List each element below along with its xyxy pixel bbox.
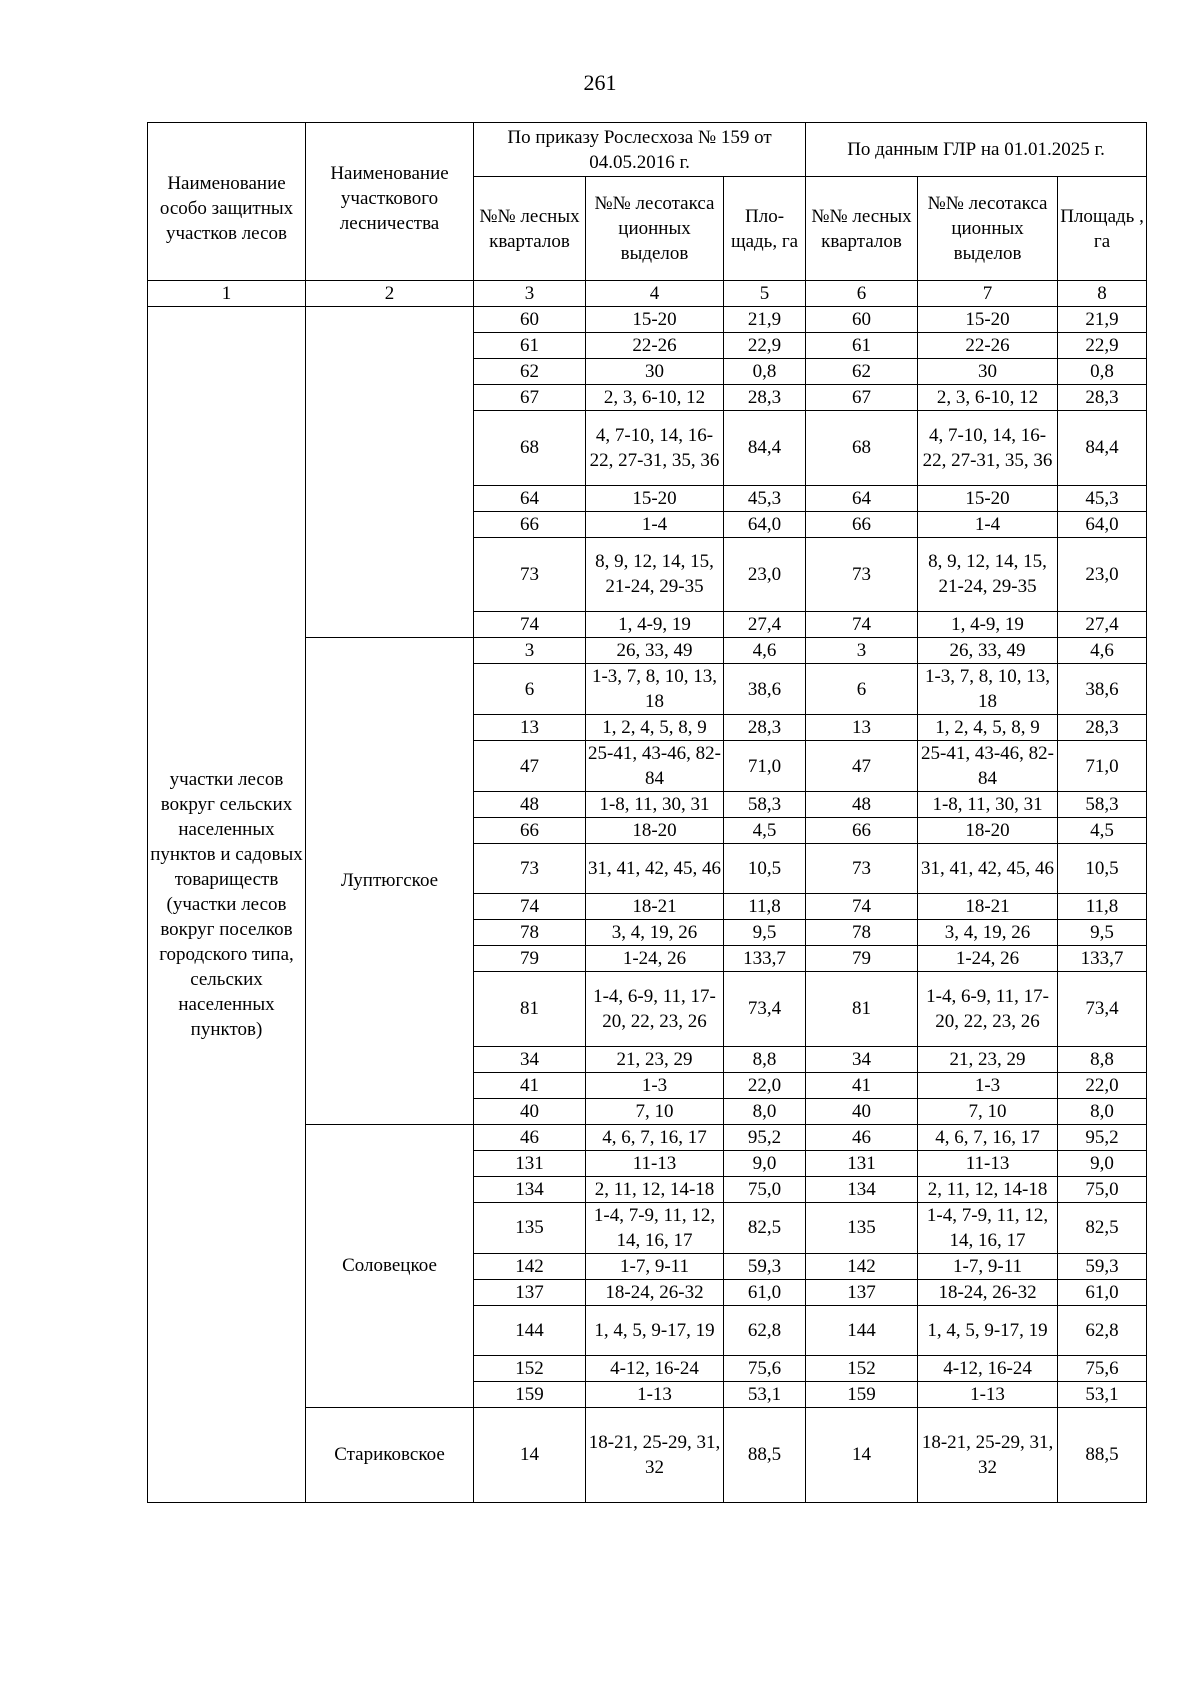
quarter-cell: 40: [474, 1098, 586, 1124]
plots-glr-cell: 2, 11, 12, 14-18: [918, 1176, 1058, 1202]
quarter-glr-cell: 131: [806, 1150, 918, 1176]
area-cell: 10,5: [724, 844, 806, 894]
quarter-glr-cell: 73: [806, 844, 918, 894]
plots-cell: 26, 33, 49: [586, 638, 724, 664]
plots-cell: 3, 4, 19, 26: [586, 920, 724, 946]
quarter-cell: 66: [474, 818, 586, 844]
plots-cell: 22-26: [586, 333, 724, 359]
plots-glr-cell: 1-8, 11, 30, 31: [918, 792, 1058, 818]
plots-glr-cell: 22-26: [918, 333, 1058, 359]
area-cell: 95,2: [724, 1124, 806, 1150]
quarter-cell: 62: [474, 359, 586, 385]
quarter-glr-cell: 144: [806, 1305, 918, 1355]
quarter-glr-cell: 41: [806, 1072, 918, 1098]
quarter-cell: 41: [474, 1072, 586, 1098]
area-glr-cell: 27,4: [1058, 612, 1147, 638]
area-glr-cell: 62,8: [1058, 1305, 1147, 1355]
area-cell: 75,0: [724, 1176, 806, 1202]
area-cell: 4,6: [724, 638, 806, 664]
column-number: 1: [148, 281, 306, 307]
plots-cell: 11-13: [586, 1150, 724, 1176]
quarter-glr-cell: 67: [806, 385, 918, 411]
quarter-glr-cell: 6: [806, 664, 918, 715]
quarter-glr-cell: 81: [806, 972, 918, 1047]
plots-glr-cell: 26, 33, 49: [918, 638, 1058, 664]
plots-cell: 25-41, 43-46, 82-84: [586, 741, 724, 792]
quarter-glr-cell: 134: [806, 1176, 918, 1202]
area-cell: 62,8: [724, 1305, 806, 1355]
area-cell: 75,6: [724, 1355, 806, 1381]
plots-cell: 18-21: [586, 894, 724, 920]
area-cell: 64,0: [724, 511, 806, 537]
column-number: 8: [1058, 281, 1147, 307]
plots-cell: 1-8, 11, 30, 31: [586, 792, 724, 818]
quarter-cell: 13: [474, 715, 586, 741]
column-number: 4: [586, 281, 724, 307]
area-glr-cell: 10,5: [1058, 844, 1147, 894]
plots-cell: 1-13: [586, 1381, 724, 1407]
plots-glr-cell: 8, 9, 12, 14, 15, 21-24, 29-35: [918, 537, 1058, 612]
plots-glr-cell: 30: [918, 359, 1058, 385]
plots-glr-cell: 25-41, 43-46, 82-84: [918, 741, 1058, 792]
quarter-glr-cell: 48: [806, 792, 918, 818]
plots-glr-cell: 15-20: [918, 485, 1058, 511]
plots-cell: 4, 7-10, 14, 16-22, 27-31, 35, 36: [586, 411, 724, 486]
area-cell: 27,4: [724, 612, 806, 638]
plots-glr-cell: 18-24, 26-32: [918, 1279, 1058, 1305]
quarter-cell: 46: [474, 1124, 586, 1150]
header-area-glr: Площадь , га: [1058, 177, 1147, 281]
quarter-glr-cell: 74: [806, 612, 918, 638]
plots-cell: 4, 6, 7, 16, 17: [586, 1124, 724, 1150]
area-glr-cell: 88,5: [1058, 1407, 1147, 1502]
plots-glr-cell: 1-4: [918, 511, 1058, 537]
plots-glr-cell: 1, 2, 4, 5, 8, 9: [918, 715, 1058, 741]
quarter-glr-cell: 79: [806, 946, 918, 972]
plots-cell: 21, 23, 29: [586, 1046, 724, 1072]
forestry-name-cell: Луптюгское: [306, 638, 474, 1125]
plots-cell: 2, 3, 6-10, 12: [586, 385, 724, 411]
area-cell: 8,0: [724, 1098, 806, 1124]
plots-cell: 18-21, 25-29, 31, 32: [586, 1407, 724, 1502]
area-cell: 82,5: [724, 1202, 806, 1253]
area-cell: 28,3: [724, 715, 806, 741]
quarter-glr-cell: 66: [806, 818, 918, 844]
plots-glr-cell: 4, 6, 7, 16, 17: [918, 1124, 1058, 1150]
area-glr-cell: 53,1: [1058, 1381, 1147, 1407]
area-glr-cell: 11,8: [1058, 894, 1147, 920]
quarter-cell: 3: [474, 638, 586, 664]
quarter-cell: 79: [474, 946, 586, 972]
quarter-cell: 74: [474, 894, 586, 920]
quarter-glr-cell: 137: [806, 1279, 918, 1305]
plots-cell: 18-24, 26-32: [586, 1279, 724, 1305]
plots-cell: 1-4, 6-9, 11, 17-20, 22, 23, 26: [586, 972, 724, 1047]
plots-cell: 30: [586, 359, 724, 385]
header-forestry-name: Наименование участкового лесничества: [306, 123, 474, 281]
area-glr-cell: 59,3: [1058, 1253, 1147, 1279]
area-cell: 0,8: [724, 359, 806, 385]
quarter-glr-cell: 66: [806, 511, 918, 537]
area-cell: 9,0: [724, 1150, 806, 1176]
area-glr-cell: 21,9: [1058, 307, 1147, 333]
quarter-cell: 14: [474, 1407, 586, 1502]
area-glr-cell: 133,7: [1058, 946, 1147, 972]
plots-cell: 1-3: [586, 1072, 724, 1098]
quarter-cell: 74: [474, 612, 586, 638]
quarter-glr-cell: 74: [806, 894, 918, 920]
quarter-glr-cell: 159: [806, 1381, 918, 1407]
plots-glr-cell: 1-7, 9-11: [918, 1253, 1058, 1279]
area-glr-cell: 58,3: [1058, 792, 1147, 818]
header-quarters-glr: №№ лесных кварталов: [806, 177, 918, 281]
plots-cell: 15-20: [586, 485, 724, 511]
plots-glr-cell: 1, 4-9, 19: [918, 612, 1058, 638]
area-cell: 23,0: [724, 537, 806, 612]
area-cell: 21,9: [724, 307, 806, 333]
plots-glr-cell: 11-13: [918, 1150, 1058, 1176]
area-cell: 11,8: [724, 894, 806, 920]
plots-cell: 1, 4, 5, 9-17, 19: [586, 1305, 724, 1355]
plots-glr-cell: 18-21, 25-29, 31, 32: [918, 1407, 1058, 1502]
forest-plots-table: [147, 122, 1147, 1503]
quarter-cell: 64: [474, 485, 586, 511]
plots-cell: 1, 4-9, 19: [586, 612, 724, 638]
area-cell: 84,4: [724, 411, 806, 486]
zone-name-cell: участки лесов вокруг сельских населенных пунктов и садовых товариществ (участки лесов вокруг поселков городского типа, сельских населенных пунктов): [148, 307, 306, 1503]
area-glr-cell: 8,0: [1058, 1098, 1147, 1124]
plots-cell: 2, 11, 12, 14-18: [586, 1176, 724, 1202]
column-number: 3: [474, 281, 586, 307]
plots-cell: 1-7, 9-11: [586, 1253, 724, 1279]
forestry-name-cell: Соловецкое: [306, 1124, 474, 1407]
quarter-glr-cell: 46: [806, 1124, 918, 1150]
area-glr-cell: 38,6: [1058, 664, 1147, 715]
plots-cell: 8, 9, 12, 14, 15, 21-24, 29-35: [586, 537, 724, 612]
quarter-cell: 60: [474, 307, 586, 333]
plots-cell: 1-3, 7, 8, 10, 13, 18: [586, 664, 724, 715]
plots-glr-cell: 3, 4, 19, 26: [918, 920, 1058, 946]
area-glr-cell: 22,0: [1058, 1072, 1147, 1098]
quarter-glr-cell: 13: [806, 715, 918, 741]
quarter-cell: 73: [474, 537, 586, 612]
forestry-name-cell: Стариковское: [306, 1407, 474, 1502]
area-glr-cell: 45,3: [1058, 485, 1147, 511]
plots-glr-cell: 2, 3, 6-10, 12: [918, 385, 1058, 411]
plots-cell: 7, 10: [586, 1098, 724, 1124]
area-cell: 4,5: [724, 818, 806, 844]
plots-glr-cell: 7, 10: [918, 1098, 1058, 1124]
header-group-order: По приказу Рослесхоза № 159 от 04.05.2016 г.: [474, 123, 806, 177]
quarter-cell: 159: [474, 1381, 586, 1407]
quarter-cell: 66: [474, 511, 586, 537]
forestry-name-cell: [306, 307, 474, 638]
area-cell: 73,4: [724, 972, 806, 1047]
column-numbers-row: [148, 281, 1147, 307]
area-glr-cell: 75,0: [1058, 1176, 1147, 1202]
plots-glr-cell: 21, 23, 29: [918, 1046, 1058, 1072]
header-plots-glr: №№ лесотакса ционных выделов: [918, 177, 1058, 281]
area-glr-cell: 4,5: [1058, 818, 1147, 844]
quarter-cell: 67: [474, 385, 586, 411]
plots-glr-cell: 1-24, 26: [918, 946, 1058, 972]
area-cell: 45,3: [724, 485, 806, 511]
plots-glr-cell: 1-3: [918, 1072, 1058, 1098]
quarter-glr-cell: 73: [806, 537, 918, 612]
quarter-glr-cell: 3: [806, 638, 918, 664]
plots-glr-cell: 15-20: [918, 307, 1058, 333]
quarter-cell: 34: [474, 1046, 586, 1072]
plots-cell: 4-12, 16-24: [586, 1355, 724, 1381]
plots-glr-cell: 4, 7-10, 14, 16-22, 27-31, 35, 36: [918, 411, 1058, 486]
area-cell: 53,1: [724, 1381, 806, 1407]
area-cell: 38,6: [724, 664, 806, 715]
plots-glr-cell: 1-3, 7, 8, 10, 13, 18: [918, 664, 1058, 715]
header-quarters: №№ лесных кварталов: [474, 177, 586, 281]
header-zone-name: Наименование особо защитных участков лесов: [148, 123, 306, 281]
table-row: [148, 307, 1147, 333]
area-cell: 8,8: [724, 1046, 806, 1072]
area-cell: 88,5: [724, 1407, 806, 1502]
quarter-glr-cell: 14: [806, 1407, 918, 1502]
quarter-cell: 48: [474, 792, 586, 818]
area-glr-cell: 75,6: [1058, 1355, 1147, 1381]
plots-cell: 31, 41, 42, 45, 46: [586, 844, 724, 894]
area-glr-cell: 0,8: [1058, 359, 1147, 385]
area-glr-cell: 8,8: [1058, 1046, 1147, 1072]
quarter-glr-cell: 64: [806, 485, 918, 511]
area-cell: 22,0: [724, 1072, 806, 1098]
header-area-order: Пло- щадь, га: [724, 177, 806, 281]
plots-cell: 18-20: [586, 818, 724, 844]
quarter-cell: 61: [474, 333, 586, 359]
column-number: 5: [724, 281, 806, 307]
quarter-glr-cell: 142: [806, 1253, 918, 1279]
quarter-glr-cell: 40: [806, 1098, 918, 1124]
plots-glr-cell: 1, 4, 5, 9-17, 19: [918, 1305, 1058, 1355]
plots-glr-cell: 31, 41, 42, 45, 46: [918, 844, 1058, 894]
quarter-cell: 73: [474, 844, 586, 894]
quarter-glr-cell: 60: [806, 307, 918, 333]
plots-cell: 1-4, 7-9, 11, 12, 14, 16, 17: [586, 1202, 724, 1253]
area-glr-cell: 28,3: [1058, 715, 1147, 741]
quarter-glr-cell: 47: [806, 741, 918, 792]
quarter-cell: 81: [474, 972, 586, 1047]
area-cell: 61,0: [724, 1279, 806, 1305]
plots-glr-cell: 18-20: [918, 818, 1058, 844]
area-glr-cell: 82,5: [1058, 1202, 1147, 1253]
quarter-glr-cell: 78: [806, 920, 918, 946]
plots-cell: 1-4: [586, 511, 724, 537]
area-glr-cell: 9,5: [1058, 920, 1147, 946]
plots-cell: 15-20: [586, 307, 724, 333]
area-glr-cell: 95,2: [1058, 1124, 1147, 1150]
quarter-glr-cell: 68: [806, 411, 918, 486]
column-number: 2: [306, 281, 474, 307]
page-number: 261: [583, 70, 617, 95]
quarter-cell: 47: [474, 741, 586, 792]
quarter-cell: 68: [474, 411, 586, 486]
area-glr-cell: 4,6: [1058, 638, 1147, 664]
quarter-glr-cell: 152: [806, 1355, 918, 1381]
area-cell: 22,9: [724, 333, 806, 359]
area-glr-cell: 28,3: [1058, 385, 1147, 411]
quarter-cell: 135: [474, 1202, 586, 1253]
plots-cell: 1-24, 26: [586, 946, 724, 972]
area-cell: 9,5: [724, 920, 806, 946]
area-glr-cell: 84,4: [1058, 411, 1147, 486]
quarter-cell: 6: [474, 664, 586, 715]
area-glr-cell: 9,0: [1058, 1150, 1147, 1176]
plots-glr-cell: 1-4, 7-9, 11, 12, 14, 16, 17: [918, 1202, 1058, 1253]
quarter-glr-cell: 62: [806, 359, 918, 385]
quarter-glr-cell: 61: [806, 333, 918, 359]
plots-cell: 1, 2, 4, 5, 8, 9: [586, 715, 724, 741]
area-glr-cell: 22,9: [1058, 333, 1147, 359]
plots-glr-cell: 1-13: [918, 1381, 1058, 1407]
area-cell: 28,3: [724, 385, 806, 411]
area-glr-cell: 23,0: [1058, 537, 1147, 612]
quarter-cell: 134: [474, 1176, 586, 1202]
plots-glr-cell: 1-4, 6-9, 11, 17-20, 22, 23, 26: [918, 972, 1058, 1047]
quarter-glr-cell: 34: [806, 1046, 918, 1072]
quarter-cell: 78: [474, 920, 586, 946]
quarter-cell: 152: [474, 1355, 586, 1381]
quarter-glr-cell: 135: [806, 1202, 918, 1253]
plots-glr-cell: 18-21: [918, 894, 1058, 920]
quarter-cell: 131: [474, 1150, 586, 1176]
area-glr-cell: 73,4: [1058, 972, 1147, 1047]
column-number: 7: [918, 281, 1058, 307]
plots-glr-cell: 4-12, 16-24: [918, 1355, 1058, 1381]
header-plots: №№ лесотакса ционных выделов: [586, 177, 724, 281]
area-cell: 71,0: [724, 741, 806, 792]
area-cell: 59,3: [724, 1253, 806, 1279]
area-cell: 58,3: [724, 792, 806, 818]
header-group-glr: По данным ГЛР на 01.01.2025 г.: [806, 123, 1147, 177]
area-glr-cell: 71,0: [1058, 741, 1147, 792]
quarter-cell: 144: [474, 1305, 586, 1355]
area-glr-cell: 64,0: [1058, 511, 1147, 537]
area-cell: 133,7: [724, 946, 806, 972]
quarter-cell: 142: [474, 1253, 586, 1279]
column-number: 6: [806, 281, 918, 307]
area-glr-cell: 61,0: [1058, 1279, 1147, 1305]
quarter-cell: 137: [474, 1279, 586, 1305]
